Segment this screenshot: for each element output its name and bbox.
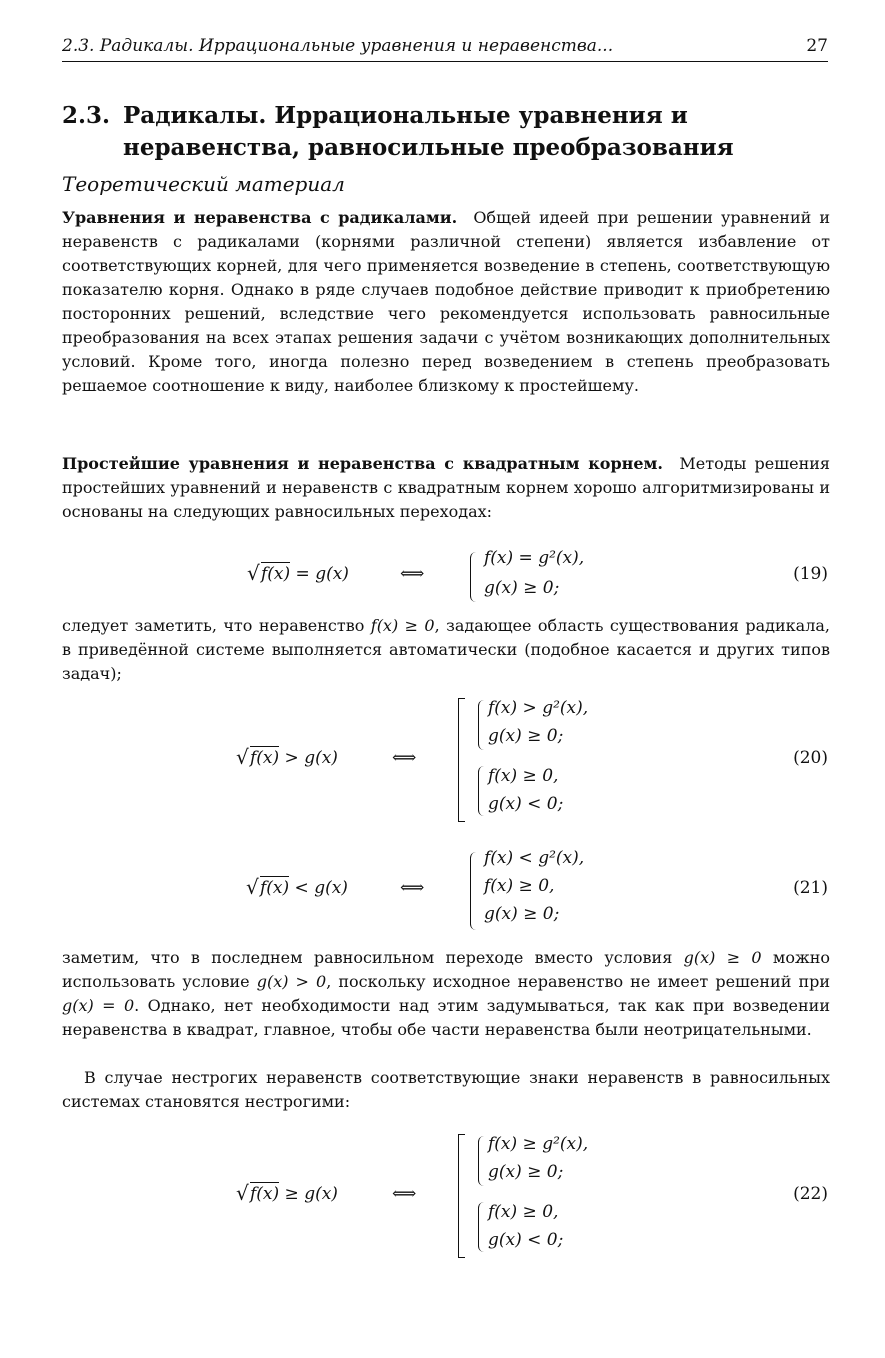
system-line: g(x) ≥ 0;: [488, 1162, 564, 1182]
curly-brace: [478, 1136, 487, 1186]
paragraph-nonstrict: В случае нестрогих неравенств соответствующие знаки неравенств в равносильных системах становятся нестрогими:: [62, 1068, 830, 1111]
text: . Однако, нет необходимости над этим задумываться, так как при возведении неравенства в квадрат, главное, чтобы обе части неравенства были неотрицательными.: [62, 996, 830, 1039]
equivalence-arrow: ⟺: [392, 748, 417, 768]
running-head: [62, 36, 828, 62]
text: заметим, что в последнем равносильном переходе вместо условия: [62, 948, 673, 967]
equation-22: [62, 1130, 830, 1260]
inline-math: g(x) ≥ 0: [683, 948, 762, 967]
running-title: 2.3. Радикалы. Иррациональные уравнения и неравенства...: [62, 36, 614, 56]
system-line: g(x) < 0;: [488, 794, 564, 814]
radicand: f(x): [260, 878, 290, 898]
lhs-rest: < g(x): [289, 878, 348, 898]
radicand: f(x): [261, 564, 291, 584]
radicand: f(x): [250, 748, 280, 768]
section-title-text: Радикалы. Иррациональные уравнения и неравенства, равносильные преобразования: [123, 102, 734, 162]
paragraph-radicals: [62, 206, 830, 398]
page-number: 27: [806, 36, 828, 56]
equivalence-arrow: ⟺: [392, 1184, 417, 1204]
sqrt-sign: √ f(x): [236, 1181, 280, 1205]
equation-19: [62, 548, 830, 608]
section-title: [62, 100, 832, 164]
paragraph-lead: Простейшие уравнения и неравенства с квадратным корнем.: [62, 454, 664, 473]
text: следует заметить, что неравенство: [62, 616, 365, 635]
curly-brace: [478, 766, 487, 816]
paragraph-note-domain: [62, 614, 830, 686]
system-line: f(x) ≥ 0,: [484, 876, 555, 896]
lhs-rest: > g(x): [279, 748, 338, 768]
sqrt-sign: √ f(x): [247, 561, 291, 585]
sqrt-sign: √ f(x): [236, 745, 280, 769]
system-line: g(x) ≥ 0;: [488, 726, 564, 746]
paragraph-lead: Уравнения и неравенства с радикалами.: [62, 208, 458, 227]
equation-number: (22): [793, 1184, 828, 1204]
lhs-rest: ≥ g(x): [279, 1184, 338, 1204]
radicand: f(x): [250, 1184, 280, 1204]
system-line: f(x) ≥ g²(x),: [488, 1134, 589, 1154]
equivalence-arrow: ⟺: [400, 878, 425, 898]
system-line: f(x) ≥ 0,: [488, 766, 559, 786]
square-bracket: [458, 1134, 465, 1258]
section-number: 2.3.: [62, 102, 111, 129]
equation-lhs: [246, 875, 348, 899]
equation-lhs: [236, 745, 338, 769]
text: можно использовать условие: [62, 948, 831, 991]
paragraph-simplest: [62, 452, 830, 524]
equation-number: (20): [793, 748, 828, 768]
equation-20: [62, 694, 830, 824]
curly-brace: [470, 552, 479, 602]
system-line: f(x) ≥ 0,: [488, 1202, 559, 1222]
curly-brace: [478, 1202, 487, 1252]
equation-lhs: [247, 561, 349, 585]
inline-math: g(x) = 0: [62, 996, 135, 1015]
curly-brace: [478, 700, 487, 750]
paragraph-text: Методы решения простейших уравнений и неравенств с квадратным корнем хорошо алгоритмизированы и основаны на следующих равносильных переходах:: [62, 454, 831, 521]
system-line: f(x) < g²(x),: [484, 848, 585, 868]
sqrt-sign: √ f(x): [246, 875, 290, 899]
subheading: Теоретический материал: [62, 172, 345, 196]
equation-21: [62, 848, 830, 934]
system-line: f(x) > g²(x),: [488, 698, 589, 718]
system-line: g(x) ≥ 0;: [484, 578, 560, 598]
text: , задающее область существования радикала, в приведённой системе выполняется автоматически (подобное касается и других типов задач);: [62, 616, 831, 683]
system-line: f(x) = g²(x),: [484, 548, 585, 568]
square-bracket: [458, 698, 465, 822]
paragraph-note-strict: [62, 946, 830, 1042]
equivalence-arrow: ⟺: [400, 564, 425, 584]
text: , поскольку исходное неравенство не имеет решений при: [326, 972, 831, 991]
equation-lhs: [236, 1181, 338, 1205]
lhs-rest: = g(x): [290, 564, 349, 584]
system-line: g(x) ≥ 0;: [484, 904, 560, 924]
curly-brace: [470, 852, 479, 930]
inline-math: g(x) > 0: [256, 972, 327, 991]
equation-number: (19): [793, 564, 828, 584]
inline-math: f(x) ≥ 0: [370, 616, 435, 635]
system-line: g(x) < 0;: [488, 1230, 564, 1250]
paragraph-text: Общей идеей при решении уравнений и неравенств с радикалами (корнями различной степени) является избавление от соответствующих корней, для чего применяется возведение в степень, соответствующую показателю корня. Однако в ряде случаев подобное действие приводит к приобретению посторонних решений, вследствие чего рекомендуется использовать равносильные преобразования на всех этапах решения задачи с учётом возникающих дополнительных условий. Кроме того, иногда полезно перед возведением в степень преобразовать решаемое соотношение к виду, наиболее близкому к простейшему.: [62, 208, 830, 395]
equation-number: (21): [793, 878, 828, 898]
